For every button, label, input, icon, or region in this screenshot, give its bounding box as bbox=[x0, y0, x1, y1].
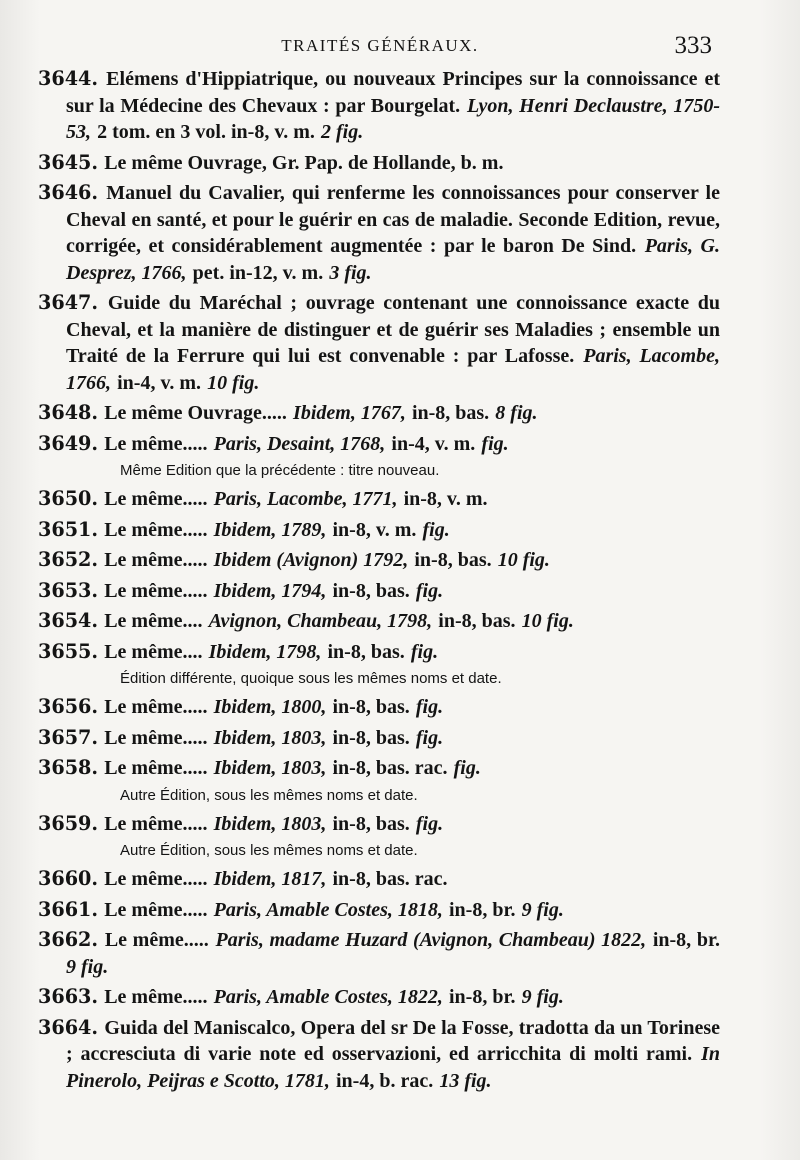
entry-format: in-8, v. m. bbox=[403, 488, 488, 510]
catalogue-entry bbox=[38, 486, 720, 513]
catalogue-entry bbox=[38, 755, 720, 782]
entry-format: in-4, v. m. bbox=[391, 432, 476, 455]
entry-figures: 8 fig. bbox=[495, 402, 538, 424]
catalogue-entry bbox=[38, 725, 720, 752]
catalogue-entry bbox=[38, 66, 720, 146]
entry-format: in-8, bas. bbox=[411, 402, 490, 424]
entry-format: in-4, b. rac. bbox=[336, 1069, 434, 1092]
entry-number: 3655. bbox=[38, 639, 99, 663]
entry-number: 3646. bbox=[38, 181, 99, 204]
entry-note: Édition différente, quoique sous les mêmes noms et date. bbox=[120, 670, 502, 687]
entry-number: 3645. bbox=[38, 150, 99, 174]
entry-title: Elémens d'Hippiatrique, ou nouveaux Principes sur la connoissance et sur la Médecine des Chevaux : par Bourgelat. bbox=[66, 68, 720, 117]
entry-number: 3650. bbox=[38, 487, 99, 510]
entry-imprint: Ibidem (Avignon) 1792, bbox=[213, 549, 409, 571]
entry-title: Le même..... bbox=[104, 726, 208, 749]
page-number: 333 bbox=[674, 32, 712, 59]
entry-figures: 10 fig. bbox=[207, 371, 260, 394]
entry-title: Le même..... bbox=[104, 929, 209, 951]
entry-figures: 2 fig. bbox=[321, 121, 364, 143]
entry-imprint: Ibidem, 1803, bbox=[213, 812, 327, 835]
entry-figures: 10 fig. bbox=[497, 549, 550, 571]
entry-figures: fig. bbox=[410, 640, 439, 663]
entry-figures: fig. bbox=[415, 696, 444, 718]
entry-figures: fig. bbox=[481, 432, 509, 455]
entry-title: Le même..... bbox=[104, 812, 208, 835]
entry-title: Le même..... bbox=[104, 986, 208, 1008]
entry-title: Le même..... bbox=[104, 868, 208, 890]
running-title: TRAITÉS GÉNÉRAUX. bbox=[281, 36, 479, 55]
entry-title: Le même Ouvrage, Gr. Pap. de Hollande, b. m. bbox=[104, 151, 504, 174]
entry-imprint: Ibidem, 1803, bbox=[213, 757, 327, 779]
entry-number: 3663. bbox=[38, 985, 99, 1008]
catalogue-entry bbox=[38, 547, 720, 574]
entry-title: Le même..... bbox=[104, 898, 208, 921]
entry-format: in-8, bas. bbox=[332, 812, 410, 835]
catalogue-entry bbox=[38, 984, 720, 1011]
entry-figures: 9 fig. bbox=[66, 955, 109, 978]
entry-figures: 13 fig. bbox=[439, 1069, 492, 1092]
catalogue-entry bbox=[38, 517, 720, 544]
entry-number: 3657. bbox=[38, 725, 99, 749]
entry-title: Le même.... bbox=[104, 610, 203, 632]
catalogue-entry bbox=[38, 431, 720, 458]
entry-imprint: Ibidem, 1803, bbox=[213, 726, 327, 749]
page-header bbox=[40, 30, 720, 64]
entry-imprint: Paris, Amable Costes, 1818, bbox=[213, 898, 443, 921]
catalogue-entry bbox=[38, 927, 720, 980]
entry-format: in-4, v. m. bbox=[117, 371, 202, 394]
entry-format: in-8, br. bbox=[449, 898, 516, 921]
entry-title: Manuel du Cavalier, qui renferme les connoissances pour conserver le Cheval en santé, et pour le guérir en cas de maladie. Seconde Edition, revue, corrigée, et considérablement augmentée : par le baron De Sind. bbox=[66, 182, 720, 257]
entry-number: 3660. bbox=[38, 867, 99, 890]
entry-format: in-8, bas. bbox=[332, 726, 410, 749]
entry-figures: 3 fig. bbox=[329, 261, 372, 284]
entry-number: 3656. bbox=[38, 695, 99, 718]
entry-format: in-8, bas. bbox=[438, 610, 516, 632]
catalogue-entry bbox=[38, 639, 720, 666]
entry-imprint: Paris, Lacombe, 1771, bbox=[213, 488, 398, 510]
catalogue-entry bbox=[38, 866, 720, 893]
entry-number: 3654. bbox=[38, 609, 99, 632]
catalogue-entry bbox=[38, 811, 720, 838]
entry-format: in-8, bas. bbox=[332, 696, 410, 718]
entry-format: pet. in-12, v. m. bbox=[192, 261, 324, 284]
entry-note: Autre Édition, sous les mêmes noms et date. bbox=[120, 842, 418, 859]
entry-format: in-8, v. m. bbox=[332, 518, 417, 541]
entry-imprint: Ibidem, 1800, bbox=[213, 696, 327, 718]
catalogue-entry bbox=[38, 608, 720, 635]
entry-title: Guida del Maniscalco, Opera del sr De la Fosse, tradotta da un Torinese ; accresciuta di varie note ed osservazioni, ed arricchita di molti rami. bbox=[66, 1016, 720, 1065]
entry-imprint: Ibidem, 1817, bbox=[213, 868, 327, 890]
entry-number: 3659. bbox=[38, 811, 99, 835]
catalogue-entry bbox=[38, 897, 720, 924]
entry-imprint: Paris, madame Huzard (Avignon, Chambeau) 1822, bbox=[215, 929, 647, 951]
catalogue-entry bbox=[38, 578, 720, 605]
entry-title: Le même..... bbox=[104, 696, 208, 718]
entry-format: in-8, bas. rac. bbox=[332, 868, 448, 890]
entry-figures: 9 fig. bbox=[521, 986, 564, 1008]
catalogue-entry bbox=[38, 400, 720, 427]
entry-figures: 9 fig. bbox=[521, 898, 564, 921]
catalogue-entries bbox=[38, 66, 720, 1098]
entry-number: 3651. bbox=[38, 517, 99, 541]
entry-number: 3649. bbox=[38, 431, 99, 455]
entry-number: 3662. bbox=[38, 928, 99, 951]
entry-title: Guide du Maréchal ; ouvrage contenant une connoissance exacte du Cheval, et la manière de distinguer et de guérir ses Maladies ; ensemble un Traité de la Ferrure qui lui est convenable : par Lafosse. bbox=[66, 292, 721, 367]
entry-number: 3647. bbox=[38, 291, 99, 314]
entry-format: 2 tom. en 3 vol. in-8, v. m. bbox=[97, 121, 315, 143]
entry-format: in-8, bas. bbox=[327, 640, 405, 663]
entry-title: Le même..... bbox=[104, 549, 208, 571]
entry-number: 3648. bbox=[38, 401, 99, 424]
entry-note: Autre Édition, sous les mêmes noms et date. bbox=[120, 786, 418, 804]
entry-number: 3653. bbox=[38, 578, 99, 602]
entry-imprint: Ibidem, 1794, bbox=[213, 579, 327, 602]
catalogue-entry bbox=[38, 290, 720, 396]
entry-title: Le même..... bbox=[104, 432, 208, 455]
entry-title: Le même..... bbox=[104, 579, 208, 602]
entry-imprint: Ibidem, 1789, bbox=[213, 518, 327, 541]
entry-imprint: In Pinerolo, Peijras e Scotto, 1781, bbox=[66, 1043, 720, 1092]
entry-format: in-8, bas. rac. bbox=[332, 757, 448, 779]
catalogue-entry bbox=[38, 150, 720, 177]
entry-figures: fig. bbox=[422, 518, 450, 541]
entry-title: Le même..... bbox=[104, 488, 208, 510]
entry-number: 3644. bbox=[38, 67, 99, 90]
entry-figures: fig. bbox=[453, 757, 481, 779]
entry-format: in-8, br. bbox=[652, 929, 720, 951]
entry-imprint: Ibidem, 1767, bbox=[293, 402, 406, 424]
entry-figures: fig. bbox=[415, 726, 444, 749]
entry-number: 3658. bbox=[38, 756, 99, 779]
entry-format: in-8, bas. bbox=[332, 579, 410, 602]
catalogue-entry bbox=[38, 1015, 720, 1095]
entry-note: Même Edition que la précédente : titre nouveau. bbox=[120, 462, 440, 479]
entry-imprint: Paris, Lacombe, 1766, bbox=[66, 345, 720, 394]
entry-figures: 10 fig. bbox=[521, 610, 574, 632]
entry-imprint: Paris, Amable Costes, 1822, bbox=[213, 986, 443, 1008]
catalogue-entry bbox=[38, 180, 720, 286]
catalogue-entry bbox=[38, 694, 720, 721]
entry-imprint: Lyon, Henri Declaustre, 1750-53, bbox=[66, 94, 720, 143]
entry-imprint: Ibidem, 1798, bbox=[208, 640, 322, 663]
entry-figures: fig. bbox=[415, 579, 444, 602]
entry-title: Le même..... bbox=[104, 518, 208, 541]
entry-title: Le même Ouvrage..... bbox=[104, 402, 287, 424]
entry-imprint: Paris, Desaint, 1768, bbox=[213, 432, 386, 455]
entry-imprint: Avignon, Chambeau, 1798, bbox=[208, 610, 433, 632]
entry-number: 3661. bbox=[38, 897, 99, 921]
entry-title: Le même.... bbox=[104, 640, 203, 663]
entry-figures: fig. bbox=[415, 812, 444, 835]
entry-number: 3664. bbox=[38, 1015, 99, 1039]
entry-format: in-8, bas. bbox=[414, 549, 492, 571]
entry-number: 3652. bbox=[38, 548, 99, 571]
entry-imprint: Paris, G. Desprez, 1766, bbox=[66, 235, 720, 284]
entry-title: Le même..... bbox=[104, 757, 208, 779]
entry-format: in-8, br. bbox=[449, 986, 516, 1008]
